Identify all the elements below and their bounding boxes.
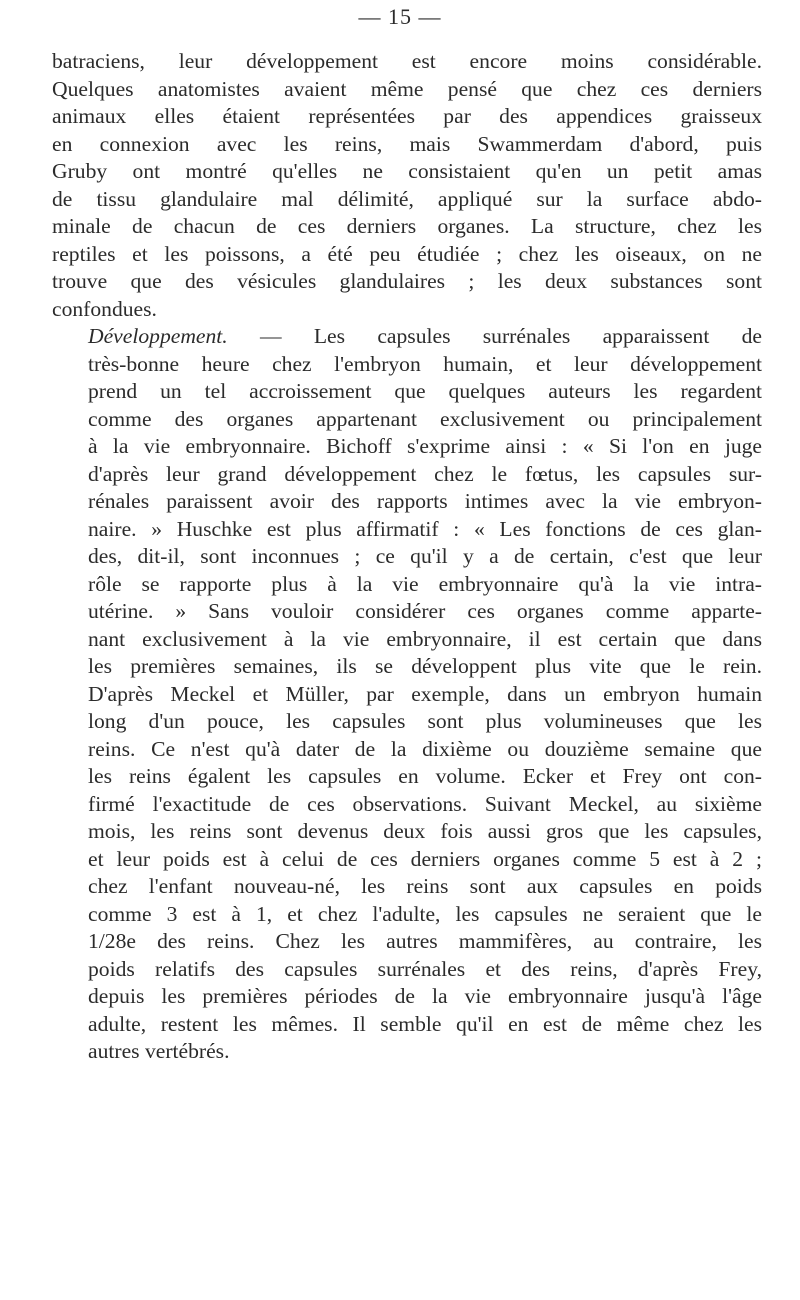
text-line: batraciens, leur développement est encore moins considérable.: [52, 49, 762, 73]
text-line: poids relatifs des capsules surrénales et des reins, d'après Frey,: [88, 956, 762, 981]
text-line: trouve que des vésicules glandulaires ; les deux substances sont: [52, 269, 762, 293]
paragraph-developpement: [52, 323, 762, 1066]
text-line: comme 3 est à 1, et chez l'adulte, les capsules ne seraient que le: [88, 901, 762, 926]
text-line: d'après leur grand développement chez le fœtus, les capsules sur-: [88, 461, 762, 486]
text-line: des, dit-il, sont inconnues ; ce qu'il y a de certain, c'est que leur: [88, 544, 762, 568]
text-line: très-bonne heure chez l'embryon humain, et leur développement: [88, 351, 762, 376]
text-line: rôle se rapporte plus à la vie embryonnaire qu'à la vie intra-: [88, 571, 762, 596]
text-line: utérine. » Sans vouloir considérer ces organes comme apparte-: [88, 599, 762, 623]
text-line: et leur poids est à celui de ces derniers organes comme 5 est à 2 ;: [88, 846, 762, 871]
text-line: les reins égalent les capsules en volume. Ecker et Frey ont con-: [88, 764, 762, 788]
text-line: prend un tel accroissement que quelques auteurs les regardent: [88, 379, 762, 403]
text-line: reptiles et les poissons, a été peu étudiée ; chez les oiseaux, on ne: [52, 241, 762, 266]
text-line: adulte, restent les mêmes. Il semble qu'il en est de même chez les: [88, 1011, 762, 1036]
text-line: autres vertébrés.: [88, 1039, 230, 1063]
text-line: de tissu glandulaire mal délimité, appliqué sur la surface abdo-: [52, 186, 762, 211]
text-line: long d'un pouce, les capsules sont plus volumineuses que les: [88, 709, 762, 733]
text-line: 1/28e des reins. Chez les autres mammifères, au contraire, les: [88, 929, 762, 953]
text-line: comme des organes appartenant exclusivement ou principalement: [88, 406, 762, 431]
text-line: nant exclusivement à la vie embryonnaire, il est certain que dans: [88, 626, 762, 651]
text-line: Quelques anatomistes avaient même pensé que chez ces derniers: [52, 76, 762, 101]
text-line: animaux elles étaient représentées par des appendices graisseux: [52, 104, 762, 128]
text-line: D'après Meckel et Müller, par exemple, dans un embryon humain: [88, 681, 762, 706]
page-number: — 15 —: [358, 4, 442, 29]
text-line: en connexion avec les reins, mais Swammerdam d'abord, puis: [52, 131, 762, 156]
text-line: Gruby ont montré qu'elles ne consistaient qu'en un petit amas: [52, 159, 762, 183]
text-line: firmé l'exactitude de ces observations. Suivant Meckel, au sixième: [88, 791, 762, 816]
text-line: rénales paraissent avoir des rapports intimes avec la vie embryon-: [88, 489, 762, 513]
text-line: [52, 323, 762, 351]
text-line: minale de chacun de ces derniers organes. La structure, chez les: [52, 214, 762, 238]
text-line: reins. Ce n'est qu'à dater de la dixième ou douzième semaine que: [88, 736, 762, 761]
text-fragment: — Les capsules surrénales apparaissent de: [227, 324, 762, 348]
paragraph-batraciens: [52, 48, 762, 323]
body-text: [52, 48, 762, 1066]
text-line: mois, les reins sont devenus deux fois aussi gros que les capsules,: [88, 819, 762, 843]
text-line: depuis les premières périodes de la vie embryonnaire jusqu'à l'âge: [88, 984, 762, 1008]
text-line: chez l'enfant nouveau-né, les reins sont aux capsules en poids: [88, 874, 762, 898]
text-line: les premières semaines, ils se développent plus vite que le rein.: [88, 654, 762, 678]
text-line: confondues.: [52, 296, 157, 321]
section-heading: Développement.: [88, 324, 228, 348]
text-line: naire. » Huschke est plus affirmatif : « Les fonctions de ces glan-: [88, 516, 762, 541]
text-line: à la vie embryonnaire. Bichoff s'exprime ainsi : « Si l'on en juge: [88, 434, 762, 458]
